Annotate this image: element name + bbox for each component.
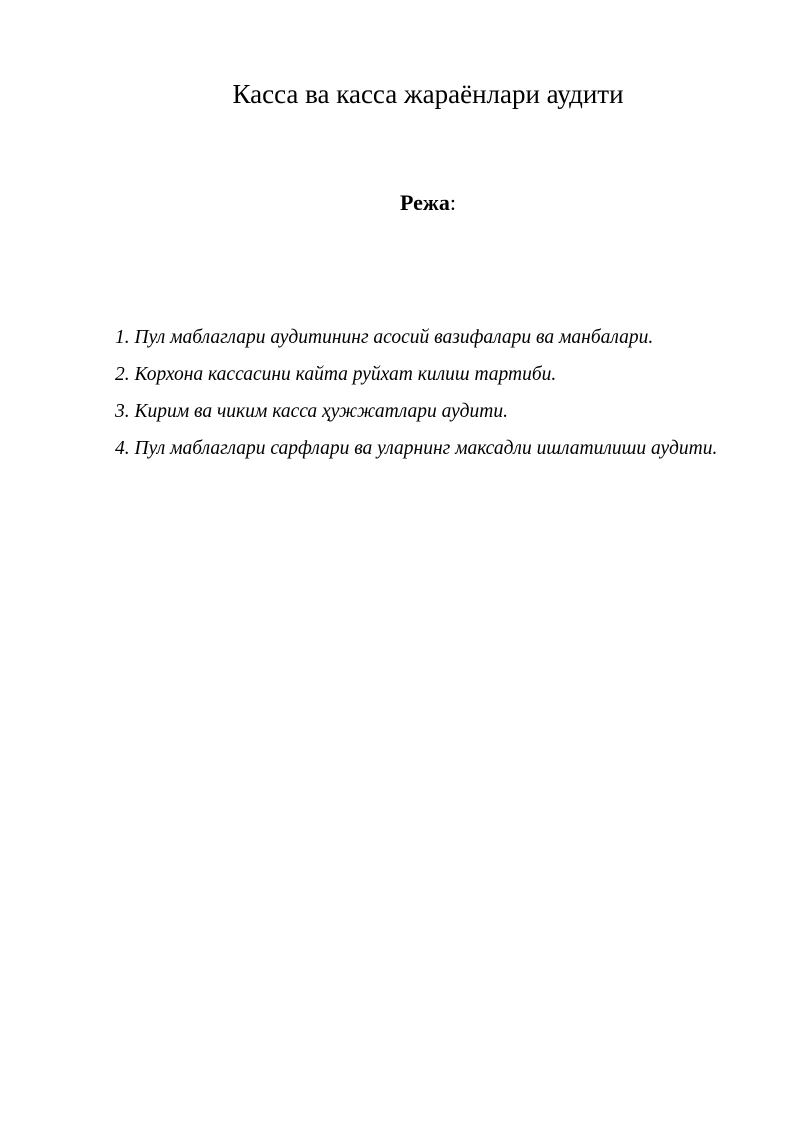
document-title: Касса ва касса жараёнлари аудити <box>232 79 624 109</box>
plan-item: 2. Корхона кассасини кайта руйхат килиш тартиби. <box>115 364 557 385</box>
plan-label: Режа <box>400 190 450 215</box>
plan-list <box>115 319 742 467</box>
plan-heading <box>0 188 800 218</box>
plan-colon: : <box>449 190 456 215</box>
plan-item: 4. Пул маблаглари сарфлари ва уларнинг максадли ишлатилиши аудити. <box>115 438 718 459</box>
plan-item: 3. Кирим ва чиким касса ҳужжатлари аудити. <box>115 401 508 422</box>
plan-item: 1. Пул маблаглари аудитининг асосий вазифалари ва манбалари. <box>115 327 654 348</box>
